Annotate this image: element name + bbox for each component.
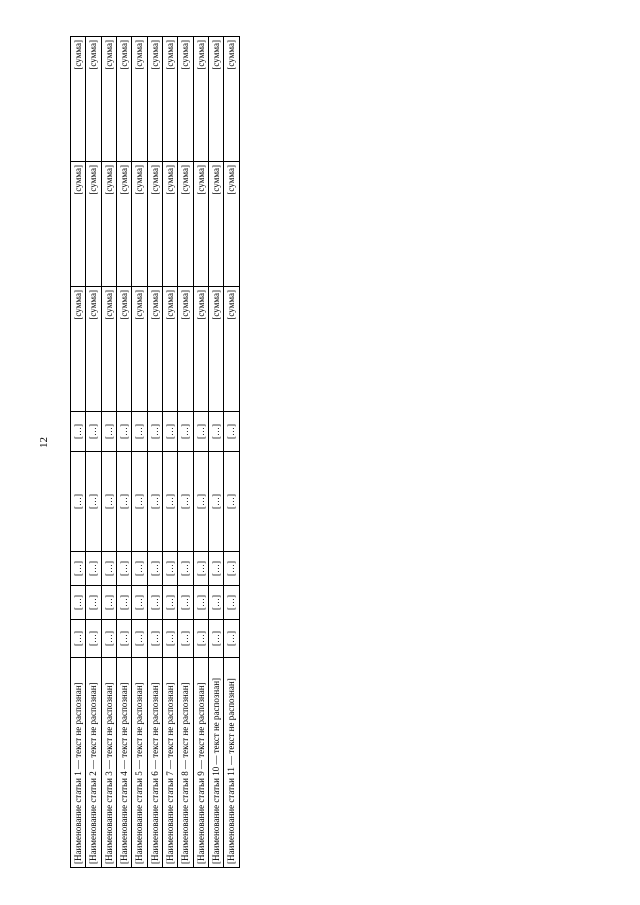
cell-rz: […] bbox=[132, 586, 147, 620]
cell-name: [Наименование статьи 4 — текст не распознан] bbox=[117, 658, 132, 868]
cell-vr: […] bbox=[86, 412, 101, 452]
cell-ved: […] bbox=[209, 620, 224, 658]
cell-csr: […] bbox=[209, 452, 224, 552]
cell-sum-1: [сумма] bbox=[163, 287, 178, 412]
cell-sum-3: [сумма] bbox=[101, 37, 116, 162]
table-row bbox=[147, 37, 162, 868]
cell-csr: […] bbox=[132, 452, 147, 552]
cell-rz: […] bbox=[224, 586, 239, 620]
cell-pr: […] bbox=[224, 552, 239, 586]
cell-sum-1: [сумма] bbox=[193, 287, 208, 412]
table-row bbox=[178, 37, 193, 868]
cell-sum-3: [сумма] bbox=[209, 37, 224, 162]
table-row bbox=[71, 37, 86, 868]
cell-name: [Наименование статьи 6 — текст не распознан] bbox=[147, 658, 162, 868]
cell-sum-2: [сумма] bbox=[117, 162, 132, 287]
cell-sum-3: [сумма] bbox=[71, 37, 86, 162]
cell-sum-2: [сумма] bbox=[209, 162, 224, 287]
cell-name: [Наименование статьи 3 — текст не распознан] bbox=[101, 658, 116, 868]
cell-sum-2: [сумма] bbox=[132, 162, 147, 287]
cell-ved: […] bbox=[101, 620, 116, 658]
cell-ved: […] bbox=[193, 620, 208, 658]
cell-vr: […] bbox=[132, 412, 147, 452]
table-row bbox=[86, 37, 101, 868]
cell-pr: […] bbox=[163, 552, 178, 586]
cell-name: [Наименование статьи 9 — текст не распознан] bbox=[193, 658, 208, 868]
cell-pr: […] bbox=[193, 552, 208, 586]
cell-sum-1: [сумма] bbox=[178, 287, 193, 412]
cell-pr: […] bbox=[209, 552, 224, 586]
cell-csr: […] bbox=[163, 452, 178, 552]
cell-rz: […] bbox=[71, 586, 86, 620]
cell-sum-3: [сумма] bbox=[117, 37, 132, 162]
cell-vr: […] bbox=[117, 412, 132, 452]
cell-sum-2: [сумма] bbox=[224, 162, 239, 287]
budget-table bbox=[70, 36, 240, 868]
cell-pr: […] bbox=[101, 552, 116, 586]
table-row bbox=[117, 37, 132, 868]
cell-sum-1: [сумма] bbox=[101, 287, 116, 412]
cell-name: [Наименование статьи 2 — текст не распознан] bbox=[86, 658, 101, 868]
cell-sum-1: [сумма] bbox=[117, 287, 132, 412]
cell-sum-2: [сумма] bbox=[71, 162, 86, 287]
cell-csr: […] bbox=[224, 452, 239, 552]
budget-table-body bbox=[71, 37, 240, 868]
cell-ved: […] bbox=[224, 620, 239, 658]
cell-sum-1: [сумма] bbox=[147, 287, 162, 412]
cell-csr: […] bbox=[86, 452, 101, 552]
table-row bbox=[132, 37, 147, 868]
table-row bbox=[224, 37, 239, 868]
cell-pr: […] bbox=[71, 552, 86, 586]
cell-pr: […] bbox=[147, 552, 162, 586]
cell-csr: […] bbox=[101, 452, 116, 552]
cell-sum-1: [сумма] bbox=[86, 287, 101, 412]
table-row bbox=[209, 37, 224, 868]
cell-pr: […] bbox=[178, 552, 193, 586]
cell-vr: […] bbox=[147, 412, 162, 452]
cell-csr: […] bbox=[178, 452, 193, 552]
cell-sum-1: [сумма] bbox=[132, 287, 147, 412]
cell-sum-3: [сумма] bbox=[224, 37, 239, 162]
cell-sum-2: [сумма] bbox=[163, 162, 178, 287]
cell-rz: […] bbox=[101, 586, 116, 620]
cell-sum-1: [сумма] bbox=[71, 287, 86, 412]
cell-name: [Наименование статьи 10 — текст не распознан] bbox=[209, 658, 224, 868]
cell-csr: […] bbox=[193, 452, 208, 552]
cell-ved: […] bbox=[178, 620, 193, 658]
cell-rz: […] bbox=[163, 586, 178, 620]
cell-sum-2: [сумма] bbox=[86, 162, 101, 287]
table-row bbox=[101, 37, 116, 868]
cell-rz: […] bbox=[209, 586, 224, 620]
cell-ved: […] bbox=[163, 620, 178, 658]
cell-ved: […] bbox=[117, 620, 132, 658]
cell-vr: […] bbox=[209, 412, 224, 452]
cell-ved: […] bbox=[86, 620, 101, 658]
cell-csr: […] bbox=[147, 452, 162, 552]
page-number: 12 bbox=[38, 437, 50, 448]
cell-sum-2: [сумма] bbox=[101, 162, 116, 287]
cell-rz: […] bbox=[117, 586, 132, 620]
cell-vr: […] bbox=[71, 412, 86, 452]
cell-vr: […] bbox=[224, 412, 239, 452]
cell-sum-3: [сумма] bbox=[86, 37, 101, 162]
cell-rz: […] bbox=[147, 586, 162, 620]
cell-pr: […] bbox=[86, 552, 101, 586]
cell-ved: […] bbox=[71, 620, 86, 658]
cell-name: [Наименование статьи 7 — текст не распознан] bbox=[163, 658, 178, 868]
cell-csr: […] bbox=[117, 452, 132, 552]
cell-vr: […] bbox=[193, 412, 208, 452]
cell-rz: […] bbox=[178, 586, 193, 620]
table-row bbox=[163, 37, 178, 868]
cell-pr: […] bbox=[132, 552, 147, 586]
cell-ved: […] bbox=[132, 620, 147, 658]
cell-sum-2: [сумма] bbox=[178, 162, 193, 287]
cell-vr: […] bbox=[101, 412, 116, 452]
cell-sum-3: [сумма] bbox=[132, 37, 147, 162]
cell-rz: […] bbox=[193, 586, 208, 620]
cell-sum-3: [сумма] bbox=[193, 37, 208, 162]
cell-sum-2: [сумма] bbox=[147, 162, 162, 287]
cell-pr: […] bbox=[117, 552, 132, 586]
cell-name: [Наименование статьи 5 — текст не распознан] bbox=[132, 658, 147, 868]
cell-sum-1: [сумма] bbox=[224, 287, 239, 412]
cell-sum-1: [сумма] bbox=[209, 287, 224, 412]
budget-table-container bbox=[70, 38, 240, 868]
table-row bbox=[193, 37, 208, 868]
cell-csr: […] bbox=[71, 452, 86, 552]
cell-sum-3: [сумма] bbox=[178, 37, 193, 162]
cell-name: [Наименование статьи 1 — текст не распознан] bbox=[71, 658, 86, 868]
cell-ved: […] bbox=[147, 620, 162, 658]
cell-sum-3: [сумма] bbox=[163, 37, 178, 162]
cell-sum-3: [сумма] bbox=[147, 37, 162, 162]
cell-name: [Наименование статьи 11 — текст не распознан] bbox=[224, 658, 239, 868]
cell-name: [Наименование статьи 8 — текст не распознан] bbox=[178, 658, 193, 868]
cell-vr: […] bbox=[178, 412, 193, 452]
cell-vr: […] bbox=[163, 412, 178, 452]
cell-sum-2: [сумма] bbox=[193, 162, 208, 287]
cell-rz: […] bbox=[86, 586, 101, 620]
